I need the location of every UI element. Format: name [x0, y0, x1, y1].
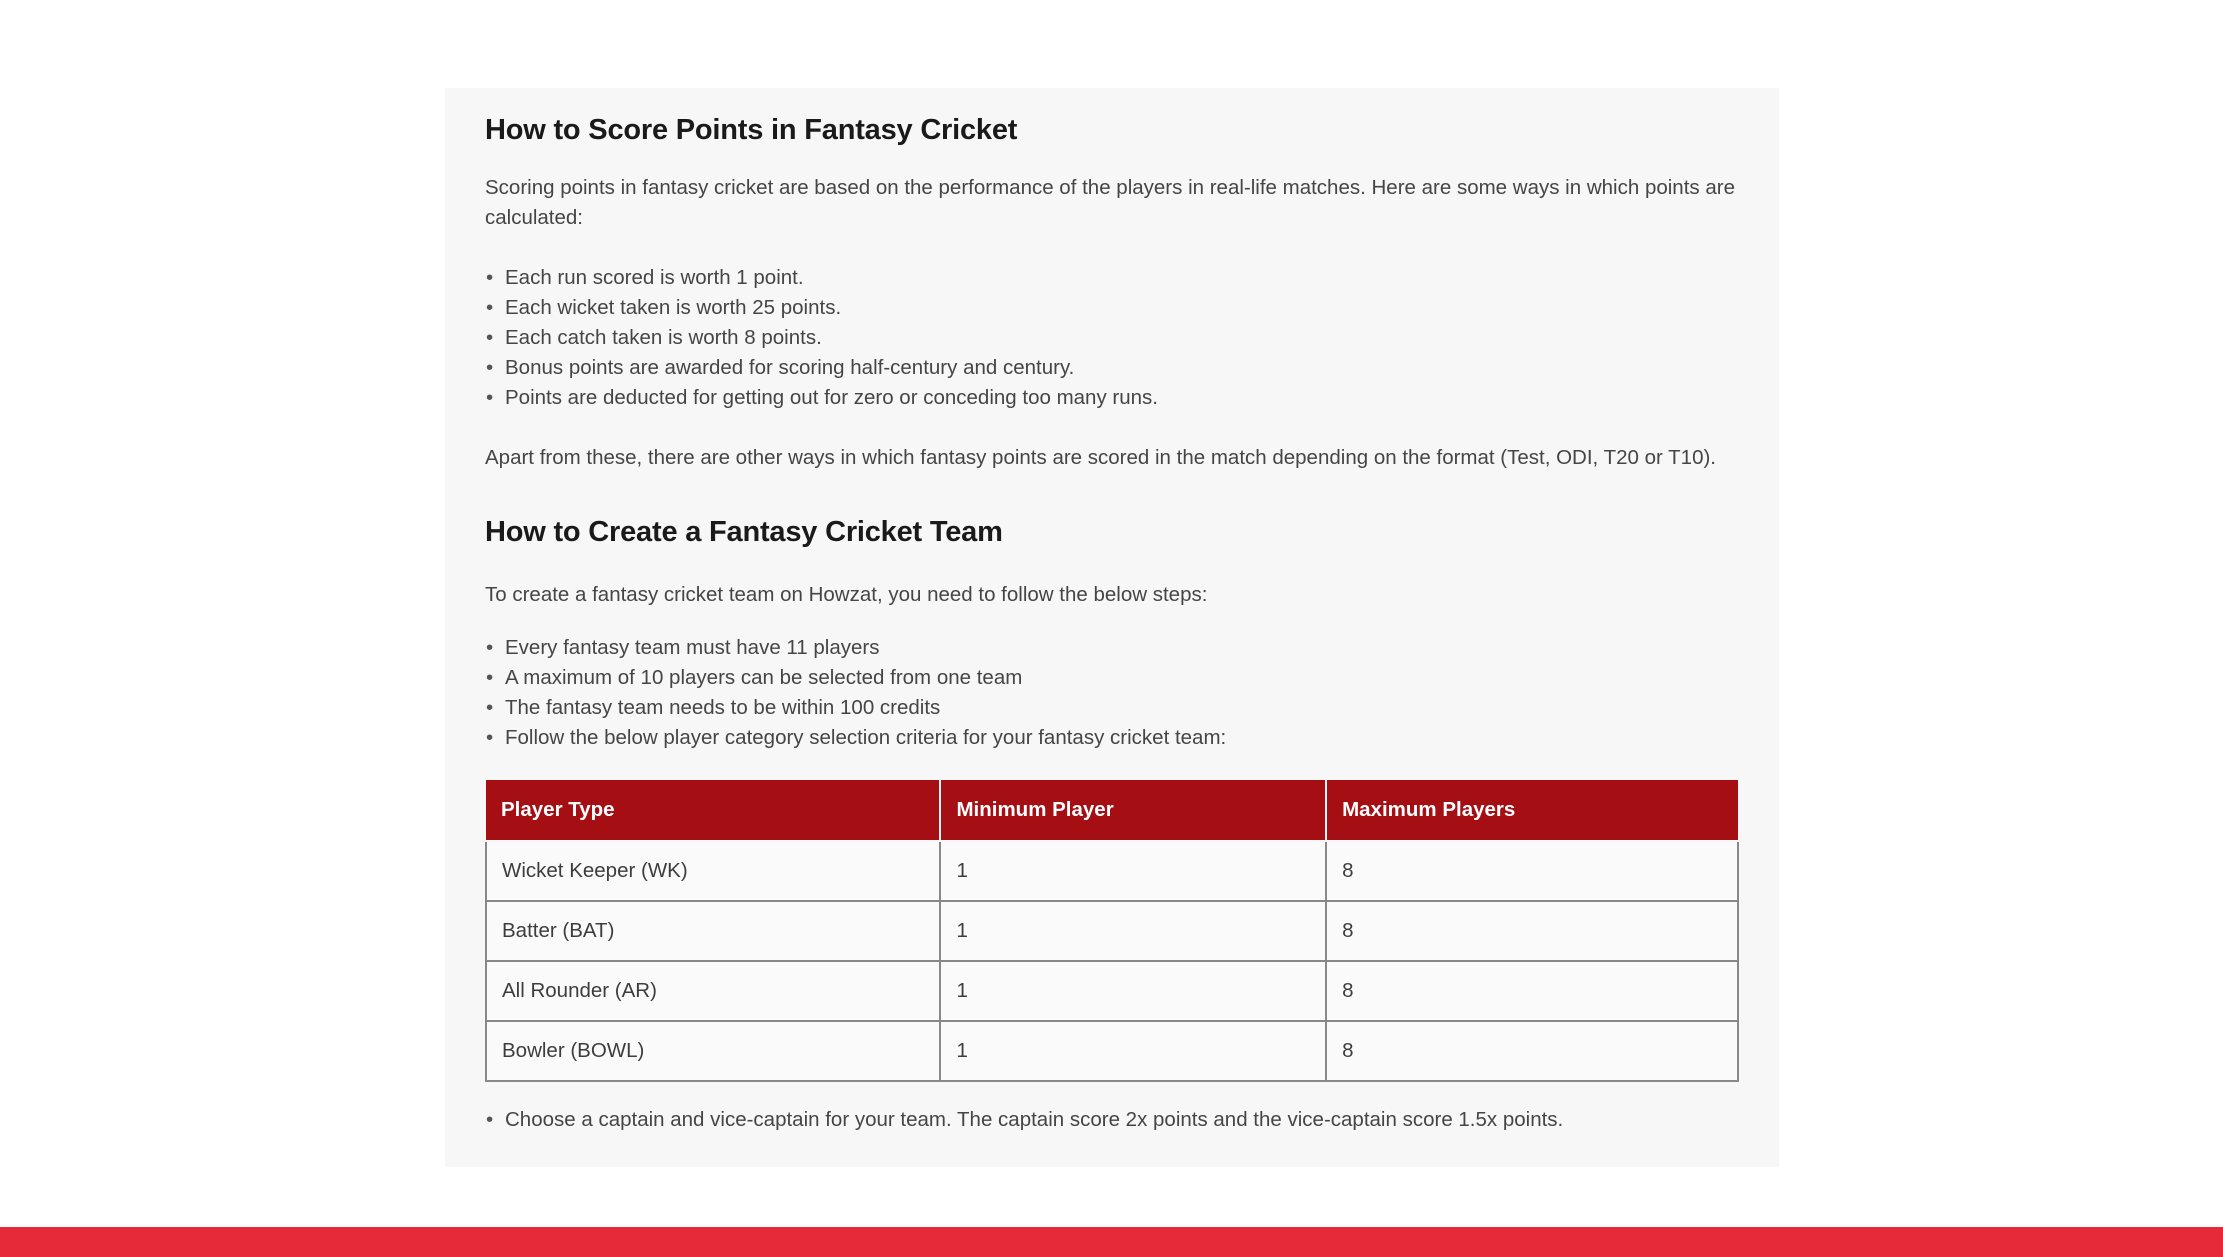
cell-player-type: Batter (BAT) — [486, 901, 940, 961]
list-item: • Points are deducted for getting out for zero or conceding too many runs. — [485, 383, 1739, 413]
table-row — [486, 1021, 1738, 1081]
list-item: • Every fantasy team must have 11 players — [485, 633, 1739, 663]
list-item: • Each run scored is worth 1 point. — [485, 263, 1739, 293]
footer-bar — [0, 1227, 2223, 1257]
player-category-table — [485, 780, 1739, 1082]
cell-player-type: Bowler (BOWL) — [486, 1021, 940, 1081]
scoring-intro-paragraph: Scoring points in fantasy cricket are based on the performance of the players in real-life matches. Here are some ways in which points are calculated: — [485, 176, 1735, 229]
table-row — [486, 901, 1738, 961]
cell-minimum: 1 — [940, 901, 1326, 961]
scoring-rules-list — [485, 263, 1739, 413]
table-header-player-type: Player Type — [486, 780, 940, 841]
cell-player-type: All Rounder (AR) — [486, 961, 940, 1021]
table-row — [486, 961, 1738, 1021]
section-heading-scoring: How to Score Points in Fantasy Cricket — [485, 114, 1018, 146]
list-item: • Choose a captain and vice-captain for your team. The captain score 2x points and the vice-captain score 1.5x points. — [485, 1105, 1739, 1135]
list-item: • Each catch taken is worth 8 points. — [485, 323, 1739, 353]
section-heading-create-team: How to Create a Fantasy Cricket Team — [485, 516, 1003, 548]
cell-maximum: 8 — [1326, 1021, 1738, 1081]
list-item: • A maximum of 10 players can be selected from one team — [485, 663, 1739, 693]
format-note-paragraph: Apart from these, there are other ways in which fantasy points are scored in the match depending on the format (Test, ODI, T20 or T10). — [485, 446, 1717, 469]
content-card — [445, 88, 1779, 1167]
cell-minimum: 1 — [940, 1021, 1326, 1081]
table-header-row — [486, 780, 1738, 841]
list-item: • The fantasy team needs to be within 100 credits — [485, 693, 1739, 723]
cell-player-type: Wicket Keeper (WK) — [486, 841, 940, 901]
cell-maximum: 8 — [1326, 961, 1738, 1021]
cell-minimum: 1 — [940, 961, 1326, 1021]
cell-maximum: 8 — [1326, 901, 1738, 961]
list-item: • Follow the below player category selection criteria for your fantasy cricket team: — [485, 723, 1739, 753]
cell-maximum: 8 — [1326, 841, 1738, 901]
table-header-minimum-player: Minimum Player — [940, 780, 1326, 841]
team-rules-list — [485, 633, 1739, 753]
cell-minimum: 1 — [940, 841, 1326, 901]
create-intro-paragraph: To create a fantasy cricket team on Howzat, you need to follow the below steps: — [485, 583, 1208, 606]
list-item: • Each wicket taken is worth 25 points. — [485, 293, 1739, 323]
table-header-maximum-players: Maximum Players — [1326, 780, 1738, 841]
captain-note-list — [485, 1105, 1739, 1135]
table-row — [486, 841, 1738, 901]
list-item: • Bonus points are awarded for scoring half-century and century. — [485, 353, 1739, 383]
